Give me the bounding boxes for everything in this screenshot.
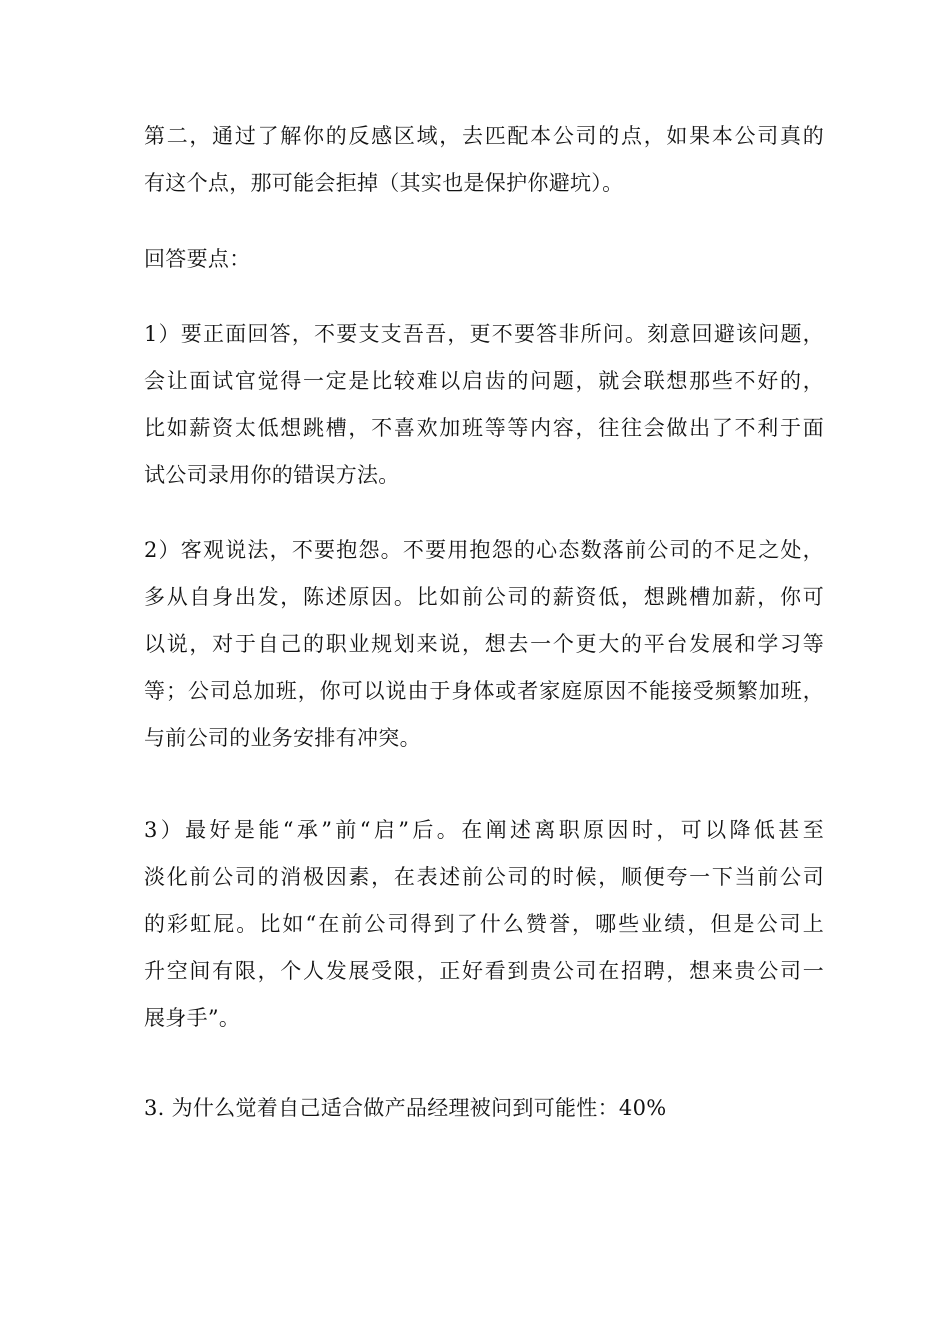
- text-line: 3）最好是能“承”前“启”后。在阐述离职原因时，可以降低甚至: [144, 818, 824, 842]
- text-line: 等；公司总加班，你可以说由于身体或者家庭原因不能接受频繁加班，: [144, 679, 824, 703]
- paragraph-point-1: [144, 311, 824, 499]
- text-line: 升空间有限，个人发展受限，正好看到贵公司在招聘，想来贵公司一: [144, 959, 824, 983]
- text-line: 比如薪资太低想跳槽，不喜欢加班等等内容，往往会做出了不利于面: [144, 416, 824, 440]
- text-line: 第二，通过了解你的反感区域，去匹配本公司的点，如果本公司真的: [144, 124, 824, 148]
- text-line: 与前公司的业务安排有冲突。: [144, 726, 421, 750]
- paragraph-point-3: [144, 807, 824, 1042]
- paragraph-second-point: [144, 113, 824, 207]
- text-line: 以说，对于自己的职业规划来说，想去一个更大的平台发展和学习等: [144, 632, 824, 656]
- text-line: 淡化前公司的消极因素，在表述前公司的时候，顺便夸一下当前公司: [144, 865, 824, 889]
- paragraph-point-2: [144, 527, 824, 762]
- text-line: 3. 为什么觉着自己适合做产品经理被问到可能性：40%: [144, 1096, 667, 1120]
- text-line: 展身手”。: [144, 1006, 241, 1030]
- question-3-heading: [144, 1085, 824, 1132]
- text-line: 2）客观说法，不要抱怨。不要用抱怨的心态数落前公司的不足之处，: [144, 538, 824, 562]
- text-line: 回答要点：: [144, 247, 251, 271]
- text-line: 会让面试官觉得一定是比较难以启齿的问题，就会联想那些不好的，: [144, 369, 824, 393]
- answer-points-heading: [144, 236, 824, 283]
- text-line: 试公司录用你的错误方法。: [144, 463, 400, 487]
- text-line: 多从自身出发，陈述原因。比如前公司的薪资低，想跳槽加薪，你可: [144, 585, 824, 609]
- text-line: 1）要正面回答，不要支支吾吾，更不要答非所问。刻意回避该问题，: [144, 322, 824, 346]
- text-line: 有这个点，那可能会拒掉（其实也是保护你避坑）。: [144, 171, 624, 195]
- text-line: 的彩虹屁。比如“在前公司得到了什么赞誉，哪些业绩，但是公司上: [144, 912, 824, 936]
